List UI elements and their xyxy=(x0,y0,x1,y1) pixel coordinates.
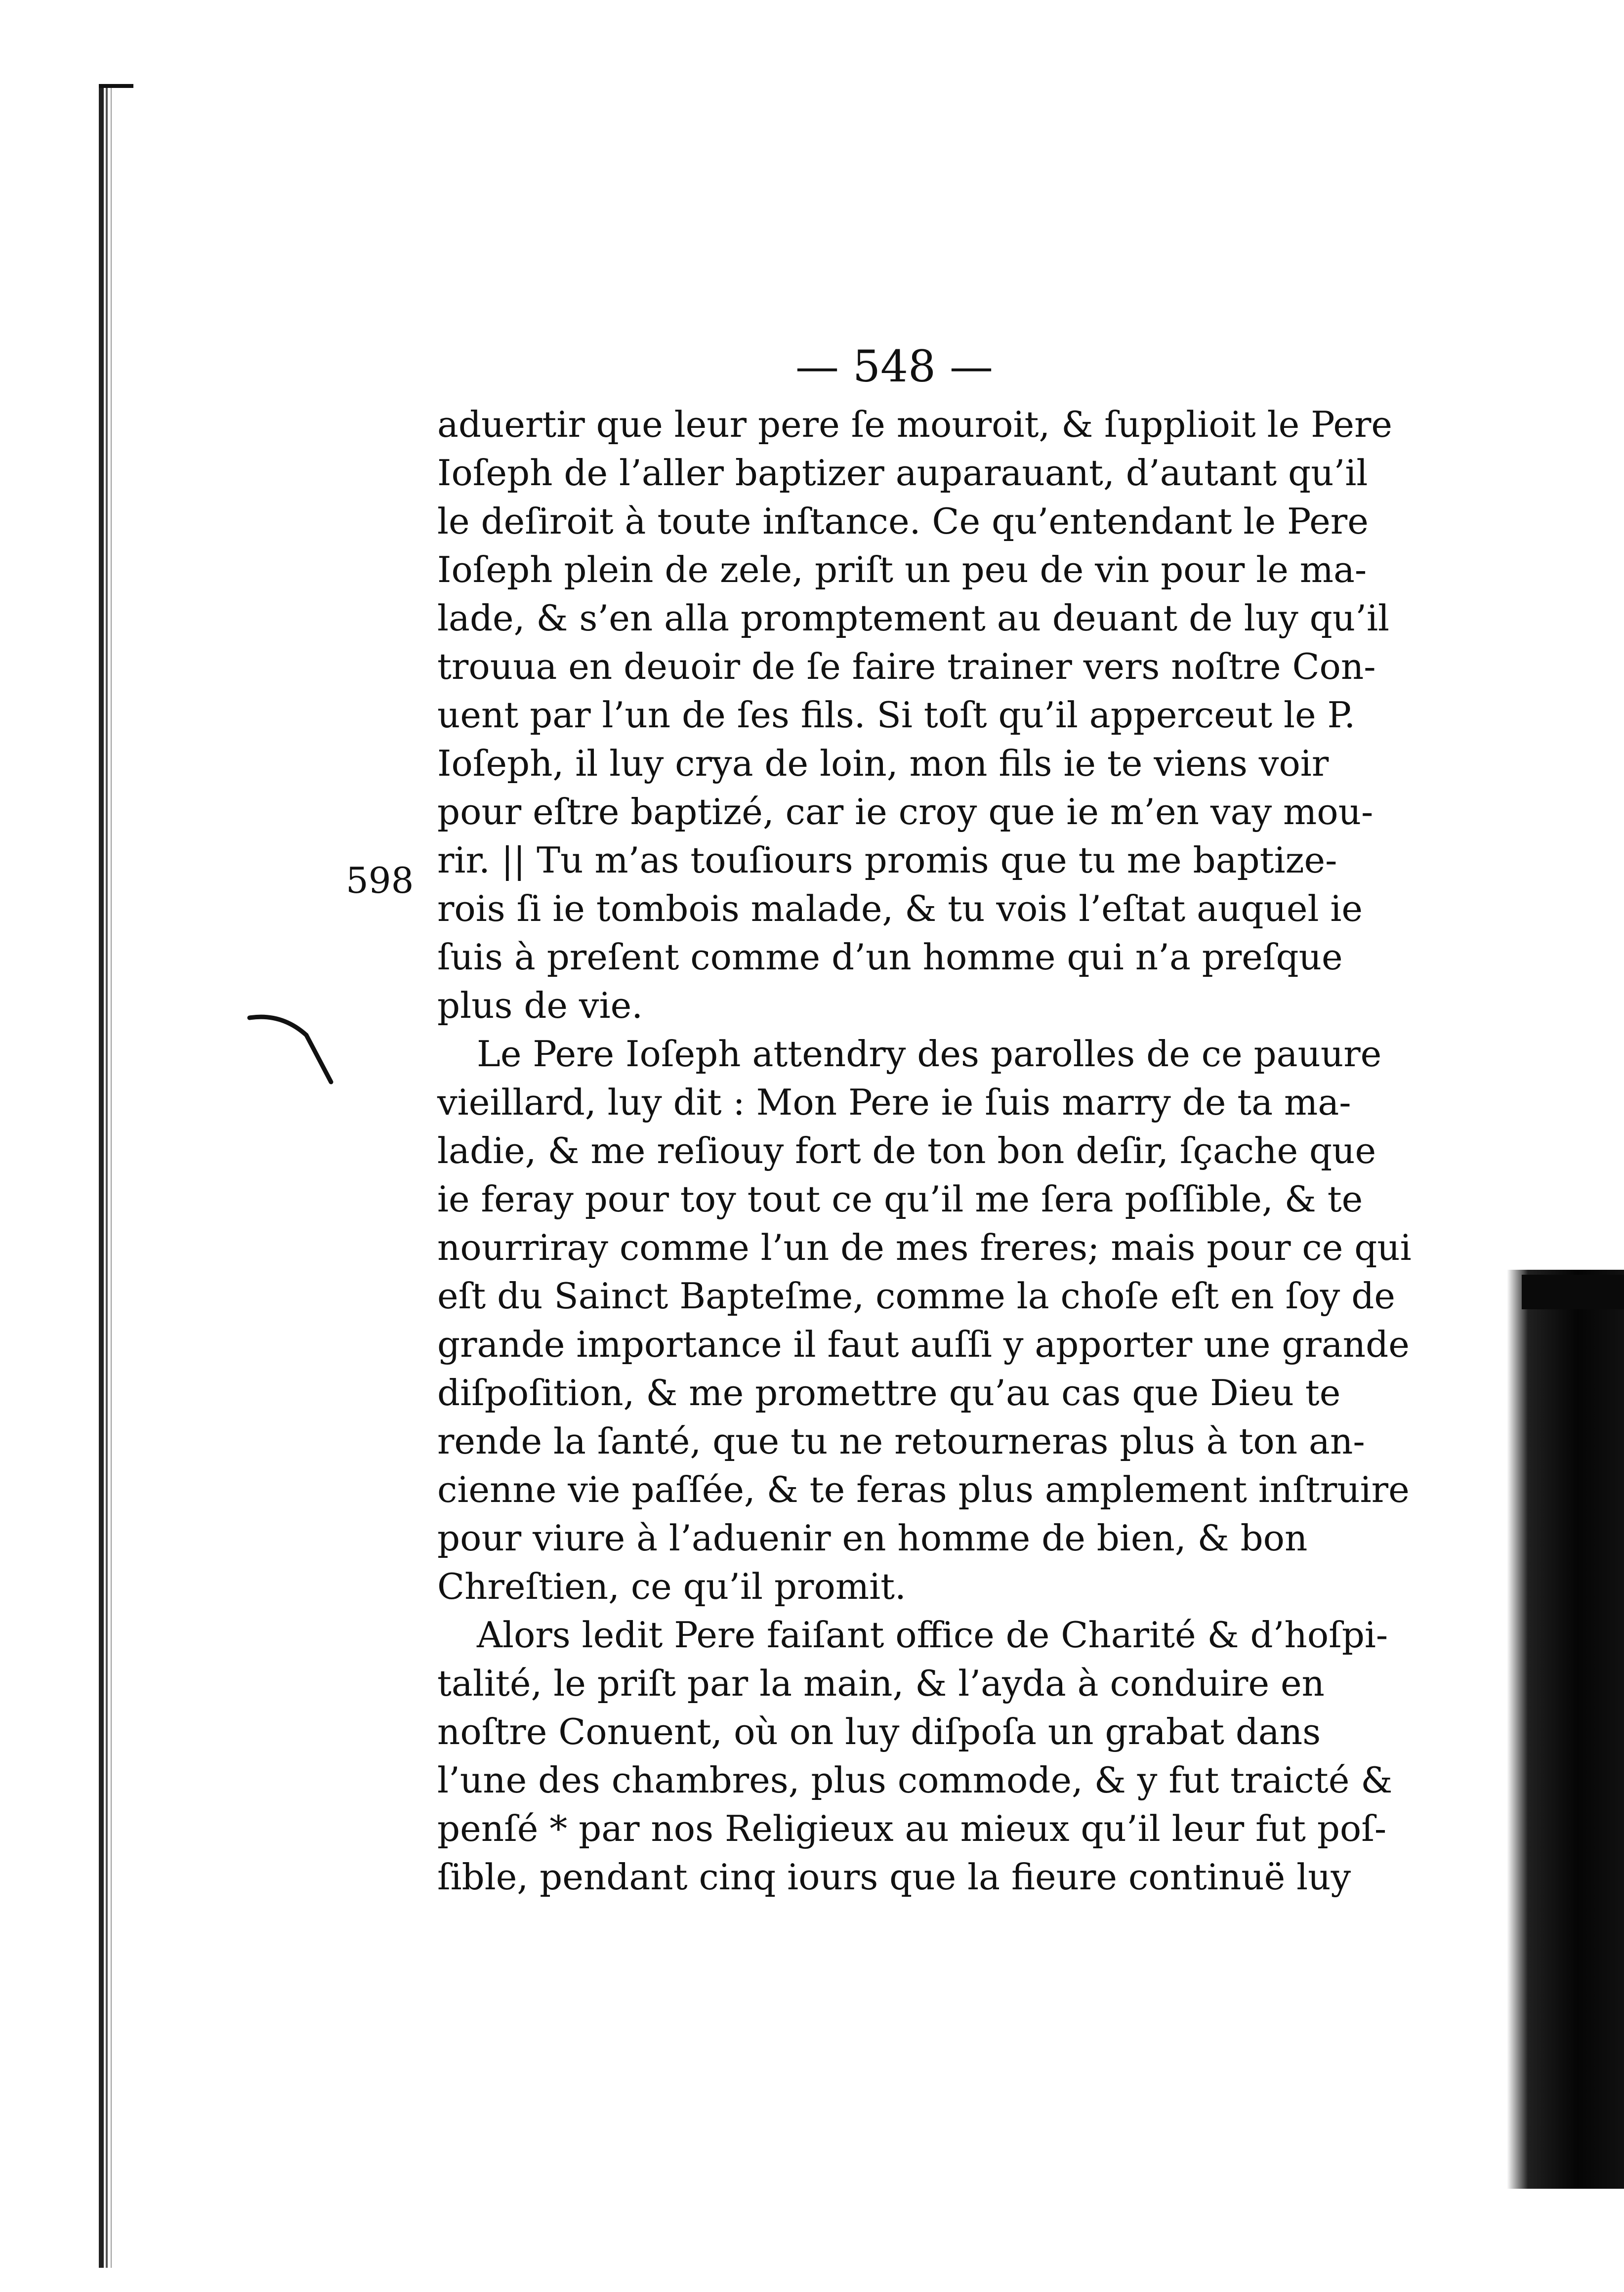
text-line: talité, le priſt par la main, & l’ayda à conduire en xyxy=(437,1663,1325,1704)
text-line: ſuis à preſent comme d’un homme qui n’a preſque xyxy=(437,936,1343,978)
page-number: — 548 — xyxy=(795,341,993,392)
text-line: Ioſeph plein de zele, priſt un peu de vin pour le ma- xyxy=(437,549,1367,590)
text-line: Chreſtien, ce qu’il promit. xyxy=(437,1566,906,1607)
text-line: eſt du Sainct Bapteſme, comme la choſe eſt en ſoy de xyxy=(437,1275,1395,1317)
text-line: l’une des chambres, plus commode, & y fut traicté & xyxy=(437,1759,1393,1801)
text-line: Alors ledit Pere faiſant office de Charité & d’hoſpi- xyxy=(477,1614,1388,1656)
text-line: trouua en deuoir de ſe faire trainer vers noſtre Con- xyxy=(437,646,1376,687)
pencil-stroke xyxy=(247,1008,336,1087)
text-line: le deſiroit à toute inſtance. Ce qu’entendant le Pere xyxy=(437,500,1369,542)
text-line: diſpoſition, & me promettre qu’au cas que Dieu te xyxy=(437,1372,1341,1414)
text-line: noſtre Conuent, où on luy diſpoſa un grabat dans xyxy=(437,1711,1321,1752)
text-line: lade, & s’en alla promptement au deuant de luy qu’il xyxy=(437,597,1390,639)
text-line: rir. || Tu m’as touſiours promis que tu me baptize- xyxy=(437,839,1337,881)
text-line: aduertir que leur pere ſe mouroit, & ſupplioit le Pere xyxy=(437,404,1392,445)
scan-shadow xyxy=(1507,1270,1624,2189)
scan-bar xyxy=(1522,1275,1624,1309)
binding-edge xyxy=(99,84,133,2268)
text-line: grande importance il faut auſſi y apporter une grande xyxy=(437,1324,1410,1365)
text-line: ladie, & me reſiouy fort de ton bon deſir, ſçache que xyxy=(437,1130,1376,1171)
text-line: plus de vie. xyxy=(437,985,643,1026)
text-line: ſible, pendant cinq iours que la fieure continuë luy xyxy=(437,1856,1351,1898)
text-line: pour viure à l’aduenir en homme de bien, & bon xyxy=(437,1517,1308,1559)
text-line: vieillard, luy dit : Mon Pere ie ſuis marry de ta ma- xyxy=(437,1082,1351,1123)
text-line: pour eſtre baptizé, car ie croy que ie m’en vay mou- xyxy=(437,791,1374,833)
text-line: Ioſeph, il luy crya de loin, mon fils ie te viens voir xyxy=(437,743,1329,784)
body-text xyxy=(437,400,1412,1901)
text-line: rois ſi ie tombois malade, & tu vois l’eſtat auquel ie xyxy=(437,888,1363,929)
text-line: Ioſeph de l’aller baptizer auparauant, d’autant qu’il xyxy=(437,452,1368,494)
text-line: uent par l’un de ſes fils. Si toſt qu’il apperceut le P. xyxy=(437,694,1356,736)
margin-reference: 598 xyxy=(346,860,414,901)
text-line: nourriray comme l’un de mes freres; mais pour ce qui xyxy=(437,1227,1412,1268)
text-line: rende la ſanté, que tu ne retourneras plus à ton an- xyxy=(437,1420,1365,1462)
text-line: penſé * par nos Religieux au mieux qu’il leur fut poſ- xyxy=(437,1808,1387,1849)
text-line: cienne vie paſſée, & te feras plus amplement inſtruire xyxy=(437,1469,1410,1510)
text-line: ie feray pour toy tout ce qu’il me ſera poſſible, & te xyxy=(437,1178,1363,1220)
text-line: Le Pere Ioſeph attendry des parolles de ce pauure xyxy=(477,1033,1382,1075)
